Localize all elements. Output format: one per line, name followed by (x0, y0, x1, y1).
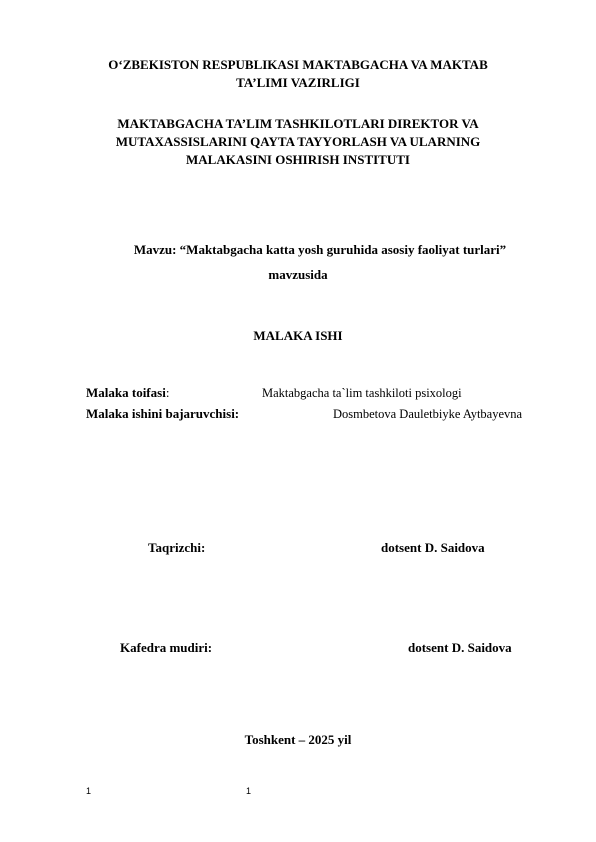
institute-line-2: MUTAXASSISLARINI QAYTA TAYYORLASH VA ULARNING (115, 134, 481, 149)
performer-value: Dosmbetova Dauletbiyke Aytbayevna (333, 407, 523, 421)
topic-line-1: Mavzu: “Maktabgacha katta yosh guruhida asosiy faoliyat turlari” (133, 242, 507, 257)
ministry-line-1: O‘ZBEKISTON RESPUBLIKASI MAKTABGACHA VA MAKTAB (108, 57, 488, 72)
topic-line-2: mavzusida (268, 267, 328, 282)
institute-title (0, 115, 596, 169)
reviewer-value: dotsent D. Saidova (381, 540, 485, 555)
category-label-colon: : (165, 385, 170, 400)
ministry-title (0, 56, 596, 92)
ministry-line-2: TA’LIMI VAZIRLIGI (236, 75, 360, 90)
institute-line-1: MAKTABGACHA TA’LIM TASHKILOTLARI DIREKTOR VA (117, 116, 479, 131)
institute-line-3: MALAKASINI OSHIRISH INSTITUTI (186, 152, 410, 167)
category-value: Maktabgacha ta`lim tashkiloti psixologi (262, 386, 462, 400)
category-label (86, 384, 169, 402)
reviewer-label: Taqrizchi: (148, 540, 206, 555)
place-year: Toshkent – 2025 yil (244, 732, 352, 747)
head-value: dotsent D. Saidova (408, 640, 512, 655)
category-label-text: Malaka toifasi (86, 385, 166, 400)
footer-page-number-left: 1 (86, 786, 92, 796)
work-type-title: MALAKA ISHI (253, 328, 343, 343)
performer-label: Malaka ishini bajaruvchisi: (86, 406, 240, 421)
footer-page-number-center: 1 (246, 786, 252, 796)
head-label: Kafedra mudiri: (120, 640, 213, 655)
